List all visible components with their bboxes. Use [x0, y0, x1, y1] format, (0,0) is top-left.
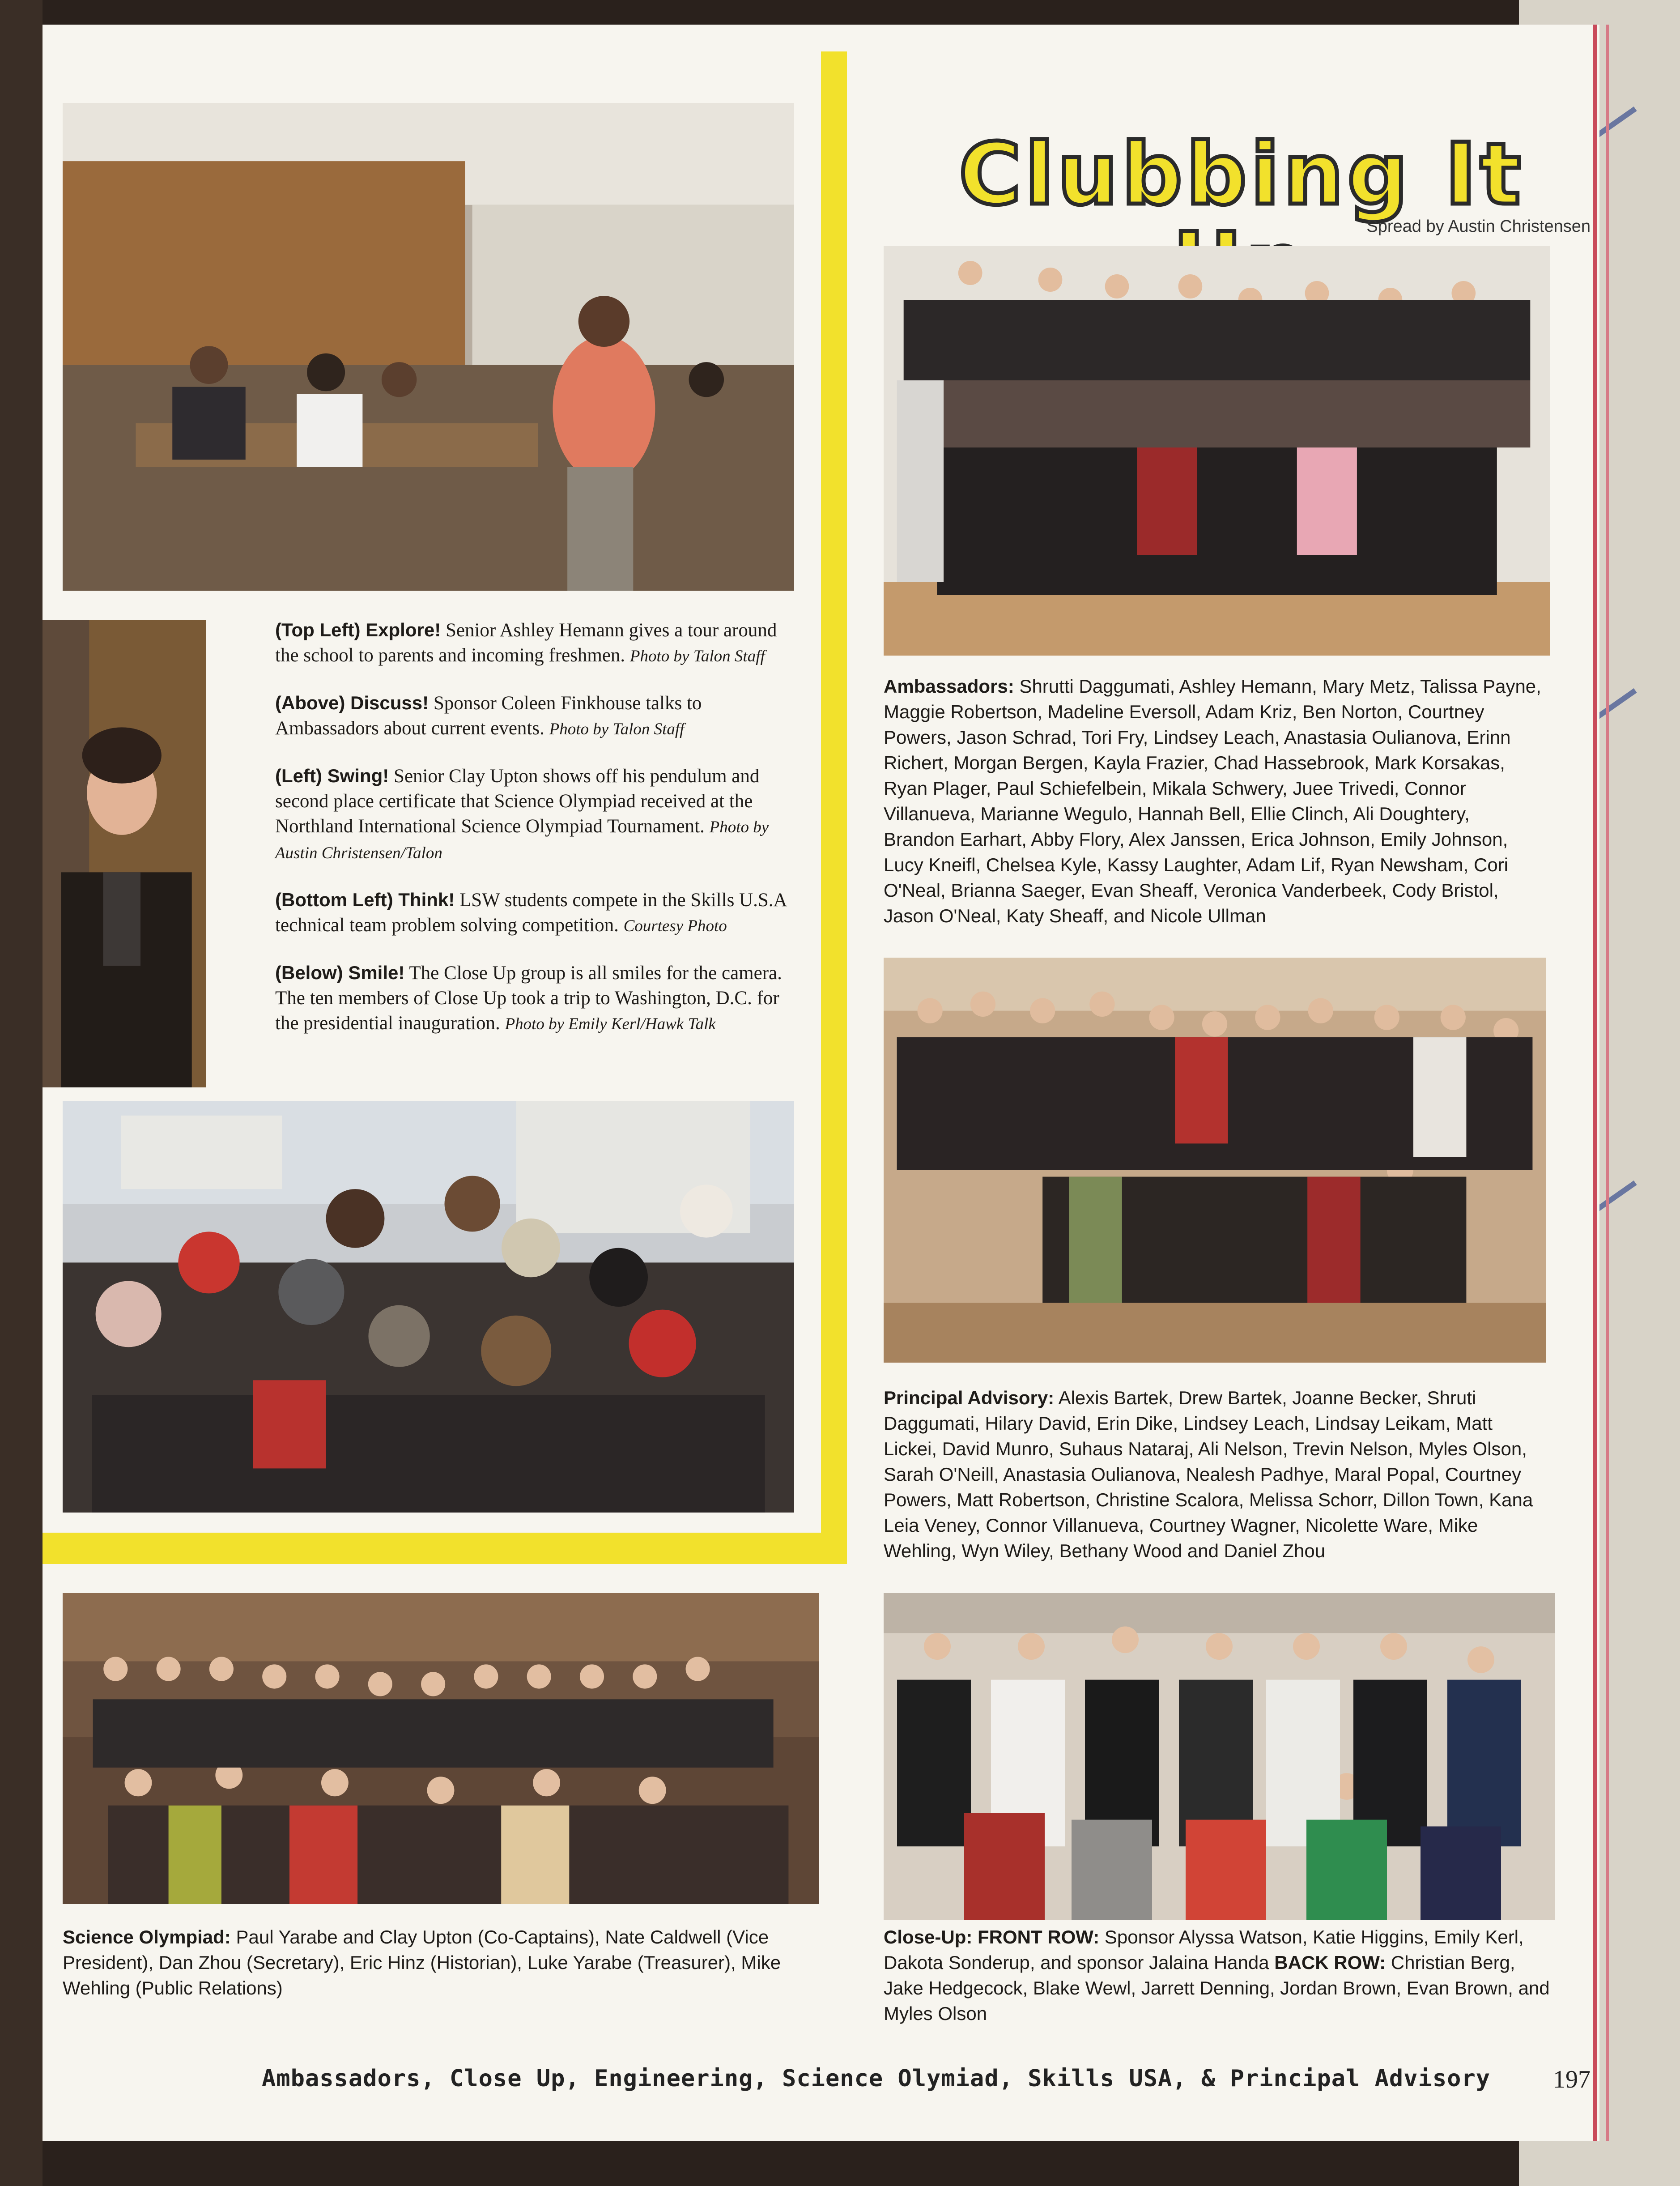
roster-science-olympiad: Science Olympiad: Paul Yarabe and Clay Upton (Co-Captains), Nate Caldwell (Vice President), Dan Zhou (Secretary), Eric Hinz (Historian), Luke Yarabe (Treasurer), Mike Wehling (Public Relations) [63, 1926, 781, 1999]
caption-left: (Left) Swing! Senior Clay Upton shows off his pendulum and second place certificate that Science Olympiad received at the Northland International Science Olympiad Tournament. Photo by Austin Christensen/Talon [275, 765, 769, 862]
yearbook-page [43, 25, 1599, 2141]
photo-close-up-dc [63, 1101, 794, 1513]
caption-below: (Below) Smile! The Close Up group is all smiles for the camera. The ten members of Close Up took a trip to Washington, D.C. for the presidential inauguration. Photo by Emily Kerl/Hawk Talk [275, 962, 782, 1034]
photo-ambassadors [884, 246, 1550, 656]
roster-close-up: Close-Up: FRONT ROW: Sponsor Alyssa Watson, Katie Higgins, Emily Kerl, Dakota Sonderup, and sponsor Jalaina Handa BACK ROW: Christian Berg, Jake Hedgecock, Blake Wewl, Jarrett Denning, Jordan Brown, Evan Brown, and Myles Olson [884, 1926, 1550, 2024]
page-margin-rule [1606, 25, 1609, 2141]
photo-close-up-group [884, 1593, 1555, 1920]
scan-edge-left [0, 0, 43, 2186]
yellow-accent-bar [43, 1533, 847, 1564]
photo-captions [275, 618, 803, 1058]
spread-title: Clubbing It [959, 125, 1524, 224]
caption-bottom-left: (Bottom Left) Think! LSW students compete in the Skills U.S.A technical team problem solving competition. Courtesy Photo [275, 889, 787, 936]
roster-principal-advisory: Principal Advisory: Alexis Bartek, Drew Bartek, Joanne Becker, Shruti Daggumati, Hilary David, Erin Dike, Lindsey Leach, Lindsay Leikam, Matt Lickei, David Munro, Suhaus Nataraj, Ali Nelson, Trevin Nelson, Myles Olson, Sarah O'Neill, Anastasia Oulianova, Nealesh Padhye, Maral Popal, Courtney Powers, Matt Robertson, Christine Scalora, Melissa Schorr, Dillon Town, Kana Leia Veney, Connor Villanueva, Courtney Wagner, Nicolette Ware, Mike Wehling, Wyn Wiley, Bethany Wood and Daniel Zhou [884, 1387, 1533, 1561]
photo-science-olympiad [63, 1593, 819, 1904]
page-footer: Ambassadors, Close Up, Engineering, Science Olymiad, Skills USA, & Principal Advisory [262, 2065, 1491, 2092]
roster-ambassadors: Ambassadors: Shrutti Daggumati, Ashley Hemann, Mary Metz, Talissa Payne, Maggie Robertson, Madeline Eversoll, Adam Kriz, Ben Norton, Courtney Powers, Jason Schrad, Tori Fry, Lindsey Leach, Anastasia Oulianova, Erinn Richert, Morgan Bergen, Kayla Frazier, Chad Hassebrook, Mark Korsakas, Ryan Plager, Paul Schiefelbein, Mikala Schwery, Juee Trivedi, Connor Villanueva, Marianne Wegulo, Hannah Bell, Ellie Clinch, Ali Doughtery, Brandon Earhart, Abby Flory, Alex Janssen, Erica Johnson, Emily Johnson, Lucy Kneifl, Chelsea Kyle, Kassy Laughter, Adam Lif, Ryan Newsham, Cori O'Neal, Brianna Saeger, Evan Sheaff, Veronica Vanderbeek, Cody Bristol, Jason O'Neal, Katy Sheaff, and Nicole Ullman [884, 676, 1541, 926]
photo-classroom-tour [63, 103, 794, 591]
caption-top-left: (Top Left) Explore! Senior Ashley Hemann gives a tour around the school to parents and incoming freshmen. Photo by Talon Staff [275, 619, 777, 666]
spread-byline: Spread by Austin Christensen [1366, 217, 1591, 236]
yellow-accent-bar [821, 51, 847, 1542]
photo-principal-advisory [884, 958, 1546, 1363]
photo-student-portrait [43, 620, 206, 1087]
caption-above: (Above) Discuss! Sponsor Coleen Finkhouse talks to Ambassadors about current events. Photo by Talon Staff [275, 692, 702, 739]
page-number: 197 [1553, 2066, 1591, 2093]
page-margin-rule [1593, 25, 1597, 2141]
